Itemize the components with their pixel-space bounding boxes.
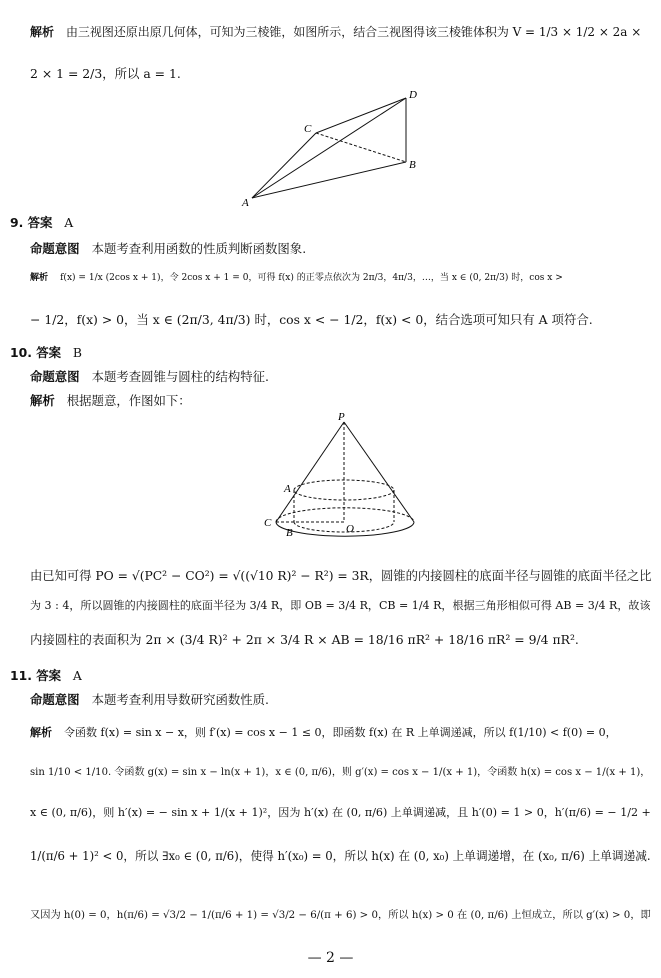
- cylinder-bottom: [294, 522, 394, 532]
- q10-solution-line-2: 为 3 : 4，所以圆锥的内接圆柱的底面半径为 3/4 R，即 OB = 3/4 R，CB = 1/4 R，根据三角形相似可得 AB = 3/4 R，故该: [30, 599, 651, 612]
- q10-solution-line-3: 内接圆柱的表面积为 2π × (3/4 R)² + 2π × 3/4 R × AB = 18/16 πR² + 18/16 πR² = 9/4 πR².: [30, 632, 579, 647]
- edge-AC: [252, 133, 316, 198]
- cone-cylinder-figure: [262, 410, 432, 540]
- q9-intent-line: 命题意图 本题考查利用函数的性质判断函数图象.: [30, 241, 307, 256]
- q9-number: 9. 答案: [10, 215, 53, 230]
- q8-solution-line-2: 2 × 1 = 2/3，所以 a = 1.: [30, 66, 181, 81]
- pyramid-figure: [240, 88, 430, 208]
- q8-solution-line-1: 解析 由三视图还原出原几何体，可知为三棱锥，如图所示，结合三视图得该三棱锥体积为 V = 1/3 × 1/2 × 2a ×: [30, 25, 642, 39]
- q11-answer-line: [10, 668, 82, 684]
- q9-solution-line-2: − 1/2，f(x) > 0，当 x ∈ (2π/3, 4π/3) 时，cos x < − 1/2，f(x) < 0，结合选项可知只有 A 项符合.: [30, 312, 593, 327]
- q10-answer: B: [72, 345, 82, 360]
- q10-answer-line: [10, 345, 82, 361]
- q11-solution-line-5: 又因为 h(0) = 0，h(π/6) = √3/2 − 1/(π/6 + 1) = √3/2 − 6/(π + 6) > 0，所以 h(x) > 0 在 (0, π/6) 上恒成立，所以 g′(x) > 0，即: [30, 910, 651, 921]
- label-B: B: [286, 527, 293, 539]
- cone-base-back: [276, 508, 414, 522]
- edge-AB: [252, 162, 406, 198]
- q11-solution-line-1: 解析 令函数 f(x) = sin x − x，则 f′(x) = cos x − 1 ≤ 0，即函数 f(x) 在 R 上单调递减，所以 f(1/10) < f(0) = 0，: [30, 726, 617, 739]
- label-B: B: [409, 159, 416, 171]
- q9-solution-line-1: 解析 f(x) = 1/x (2cos x + 1)，令 2cos x + 1 = 0，可得 f(x) 的正零点依次为 2π/3，4π/3，…，当 x ∈ (0, 2π/3) 时，cos x >: [30, 273, 563, 283]
- label-A: A: [242, 197, 249, 208]
- label-C: C: [304, 123, 312, 135]
- cone-slant-left: [276, 422, 344, 522]
- q11-solution-line-4: 1/(π/6 + 1)² < 0，所以 ∃x₀ ∈ (0, π/6)，使得 h′(x₀) = 0，所以 h(x) 在 (0, x₀) 上单调递增，在 (x₀, π/6) 上单调递减.: [30, 849, 651, 863]
- q10-intent-line: 命题意图 本题考查圆锥与圆柱的结构特征.: [30, 369, 269, 384]
- q11-number: 11. 答案: [10, 668, 62, 683]
- label-O: O: [346, 523, 354, 535]
- label-A: A: [284, 483, 291, 495]
- q10-solution-line-1: 由已知可得 PO = √(PC² − CO²) = √((√10 R)² − R²) = 3R，圆锥的内接圆柱的底面半径与圆锥的底面半径之比: [30, 569, 652, 583]
- q9-answer-line: [10, 215, 73, 231]
- page-number: — 2 —: [307, 950, 354, 966]
- q11-solution-line-2: sin 1/10 < 1/10. 令函数 g(x) = sin x − ln(x + 1)，x ∈ (0, π/6)，则 g′(x) = cos x − 1/(x + 1)，令函数 h(x) = cos x − 1/(x + 1)，: [30, 767, 651, 778]
- label-P: P: [338, 411, 345, 423]
- solution-key: 解析: [30, 25, 54, 39]
- q11-answer: A: [72, 668, 82, 683]
- q10-number: 10. 答案: [10, 345, 62, 360]
- q11-intent-line: 命题意图 本题考查利用导数研究函数性质.: [30, 692, 269, 707]
- edge-AD: [252, 98, 406, 198]
- label-C: C: [264, 517, 272, 529]
- q11-solution-line-3: x ∈ (0, π/6)，则 h′(x) = − sin x + 1/(x + 1)²，因为 h′(x) 在 (0, π/6) 上单调递减，且 h′(0) = 1 > 0，h′(π/6) = − 1/2 +: [30, 806, 651, 819]
- q10-solution-intro: 解析 根据题意，作图如下：: [30, 393, 191, 408]
- cone-slant-right: [344, 422, 414, 522]
- q9-answer: A: [64, 215, 74, 230]
- label-D: D: [409, 89, 417, 101]
